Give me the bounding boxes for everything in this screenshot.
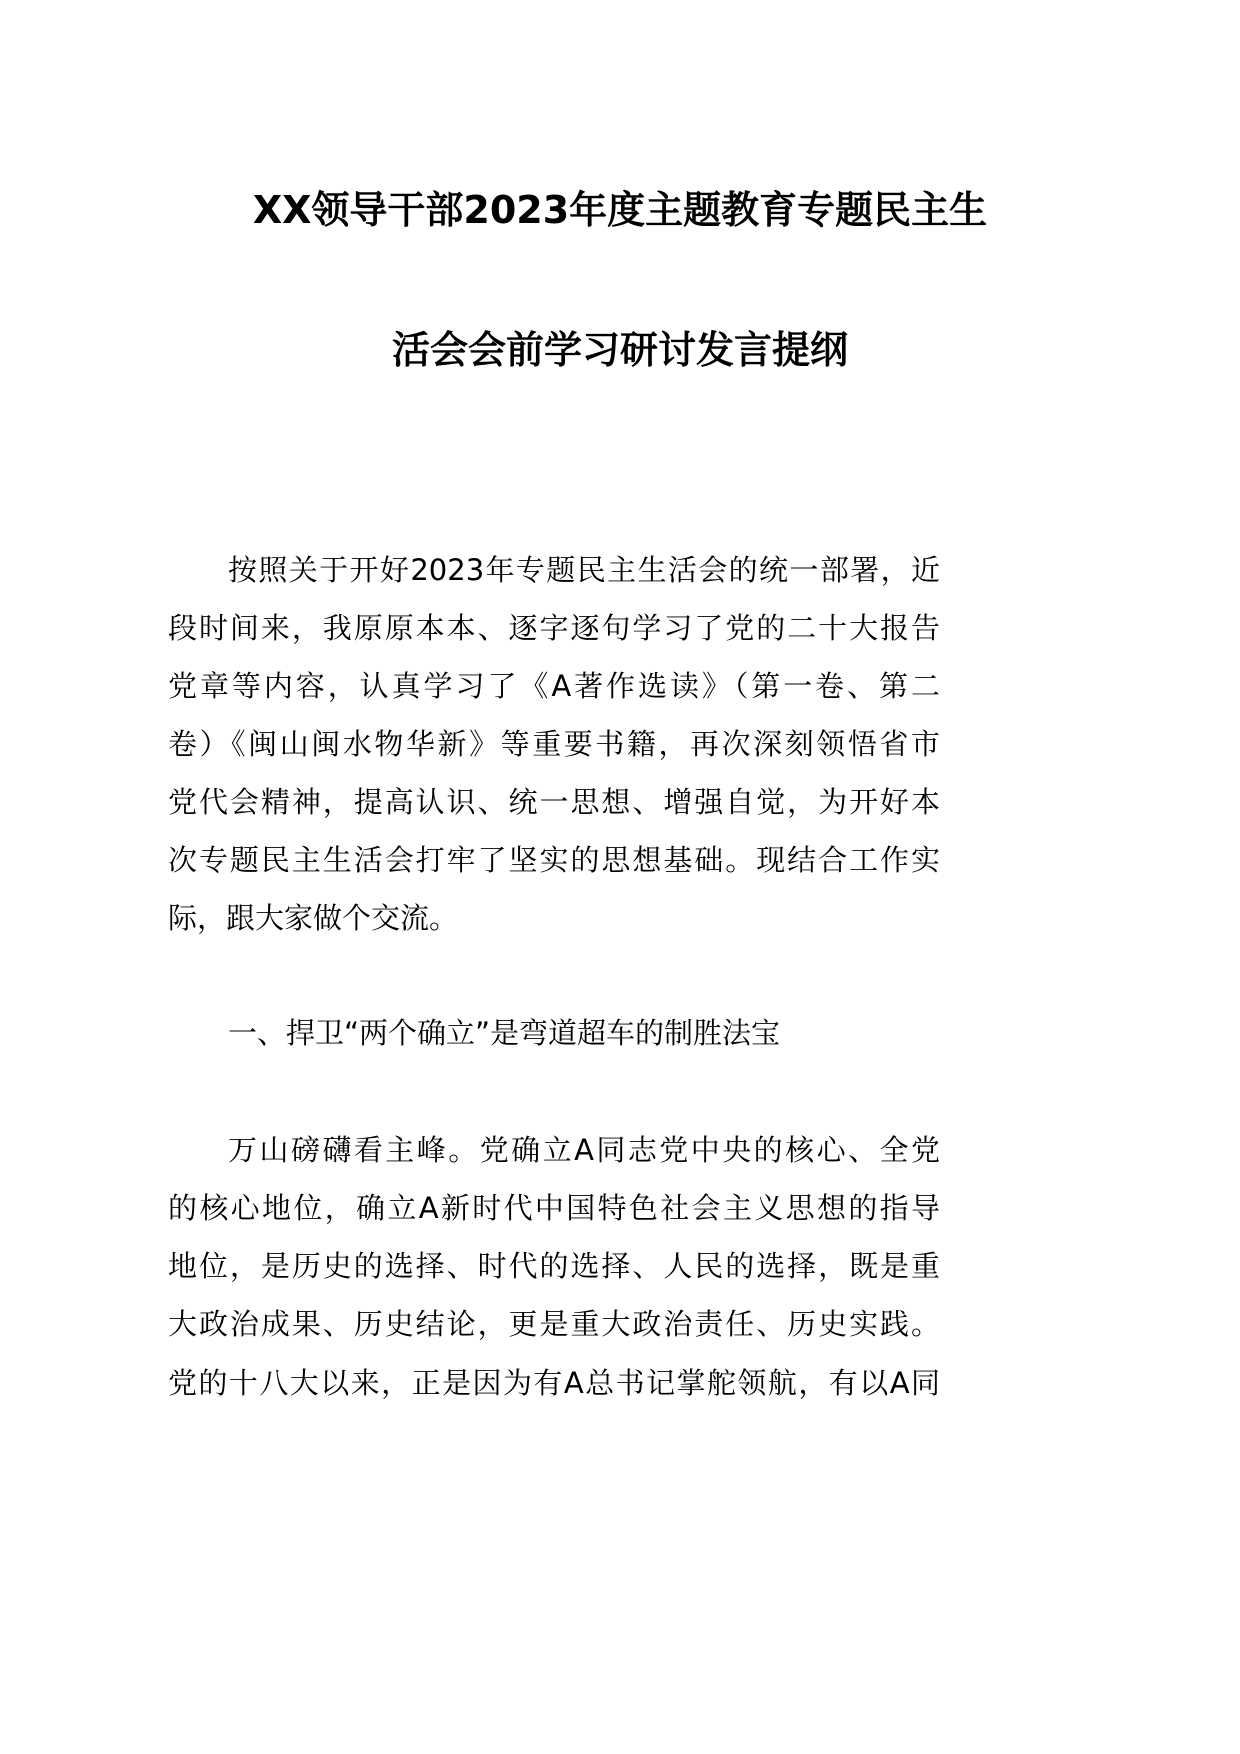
text-line: 按照关于开好2023年专题民主生活会的统一部署，近 [228, 553, 940, 587]
text-line: 党代会精神，提高认识、统一思想、增强自觉，为开好本 [168, 785, 940, 819]
text-line: 段时间来，我原原本本、逐字逐句学习了党的二十大报告 [168, 611, 940, 645]
text-line: 际，跟大家做个交流。 [168, 901, 459, 935]
text-line: 万山磅礴看主峰。党确立A同志党中央的核心、全党 [228, 1133, 940, 1167]
text-line: 地位，是历史的选择、时代的选择、人民的选择，既是重 [168, 1249, 940, 1283]
document-title-line-2: 活会会前学习研讨发言提纲 [391, 328, 848, 372]
text-line: 次专题民主生活会打牢了坚实的思想基础。现结合工作实 [168, 843, 940, 877]
text-line: 党的十八大以来，正是因为有A总书记掌舵领航，有以A同 [168, 1366, 940, 1400]
text-line: 大政治成果、历史结论，更是重大政治责任、历史实践。 [168, 1307, 940, 1341]
text-line: 卷）《闽山闽水物华新》等重要书籍，再次深刻领悟省市 [168, 727, 940, 761]
text-line: 党章等内容，认真学习了《A著作选读》（第一卷、第二 [168, 669, 940, 703]
section-heading: 一、捍卫“两个确立”是弯道超车的制胜法宝 [228, 1016, 781, 1050]
text-line: 的核心地位，确立A新时代中国特色社会主义思想的指导 [168, 1191, 940, 1225]
document-title-line-1: XX领导干部2023年度主题教育专题民主生 [252, 188, 988, 232]
